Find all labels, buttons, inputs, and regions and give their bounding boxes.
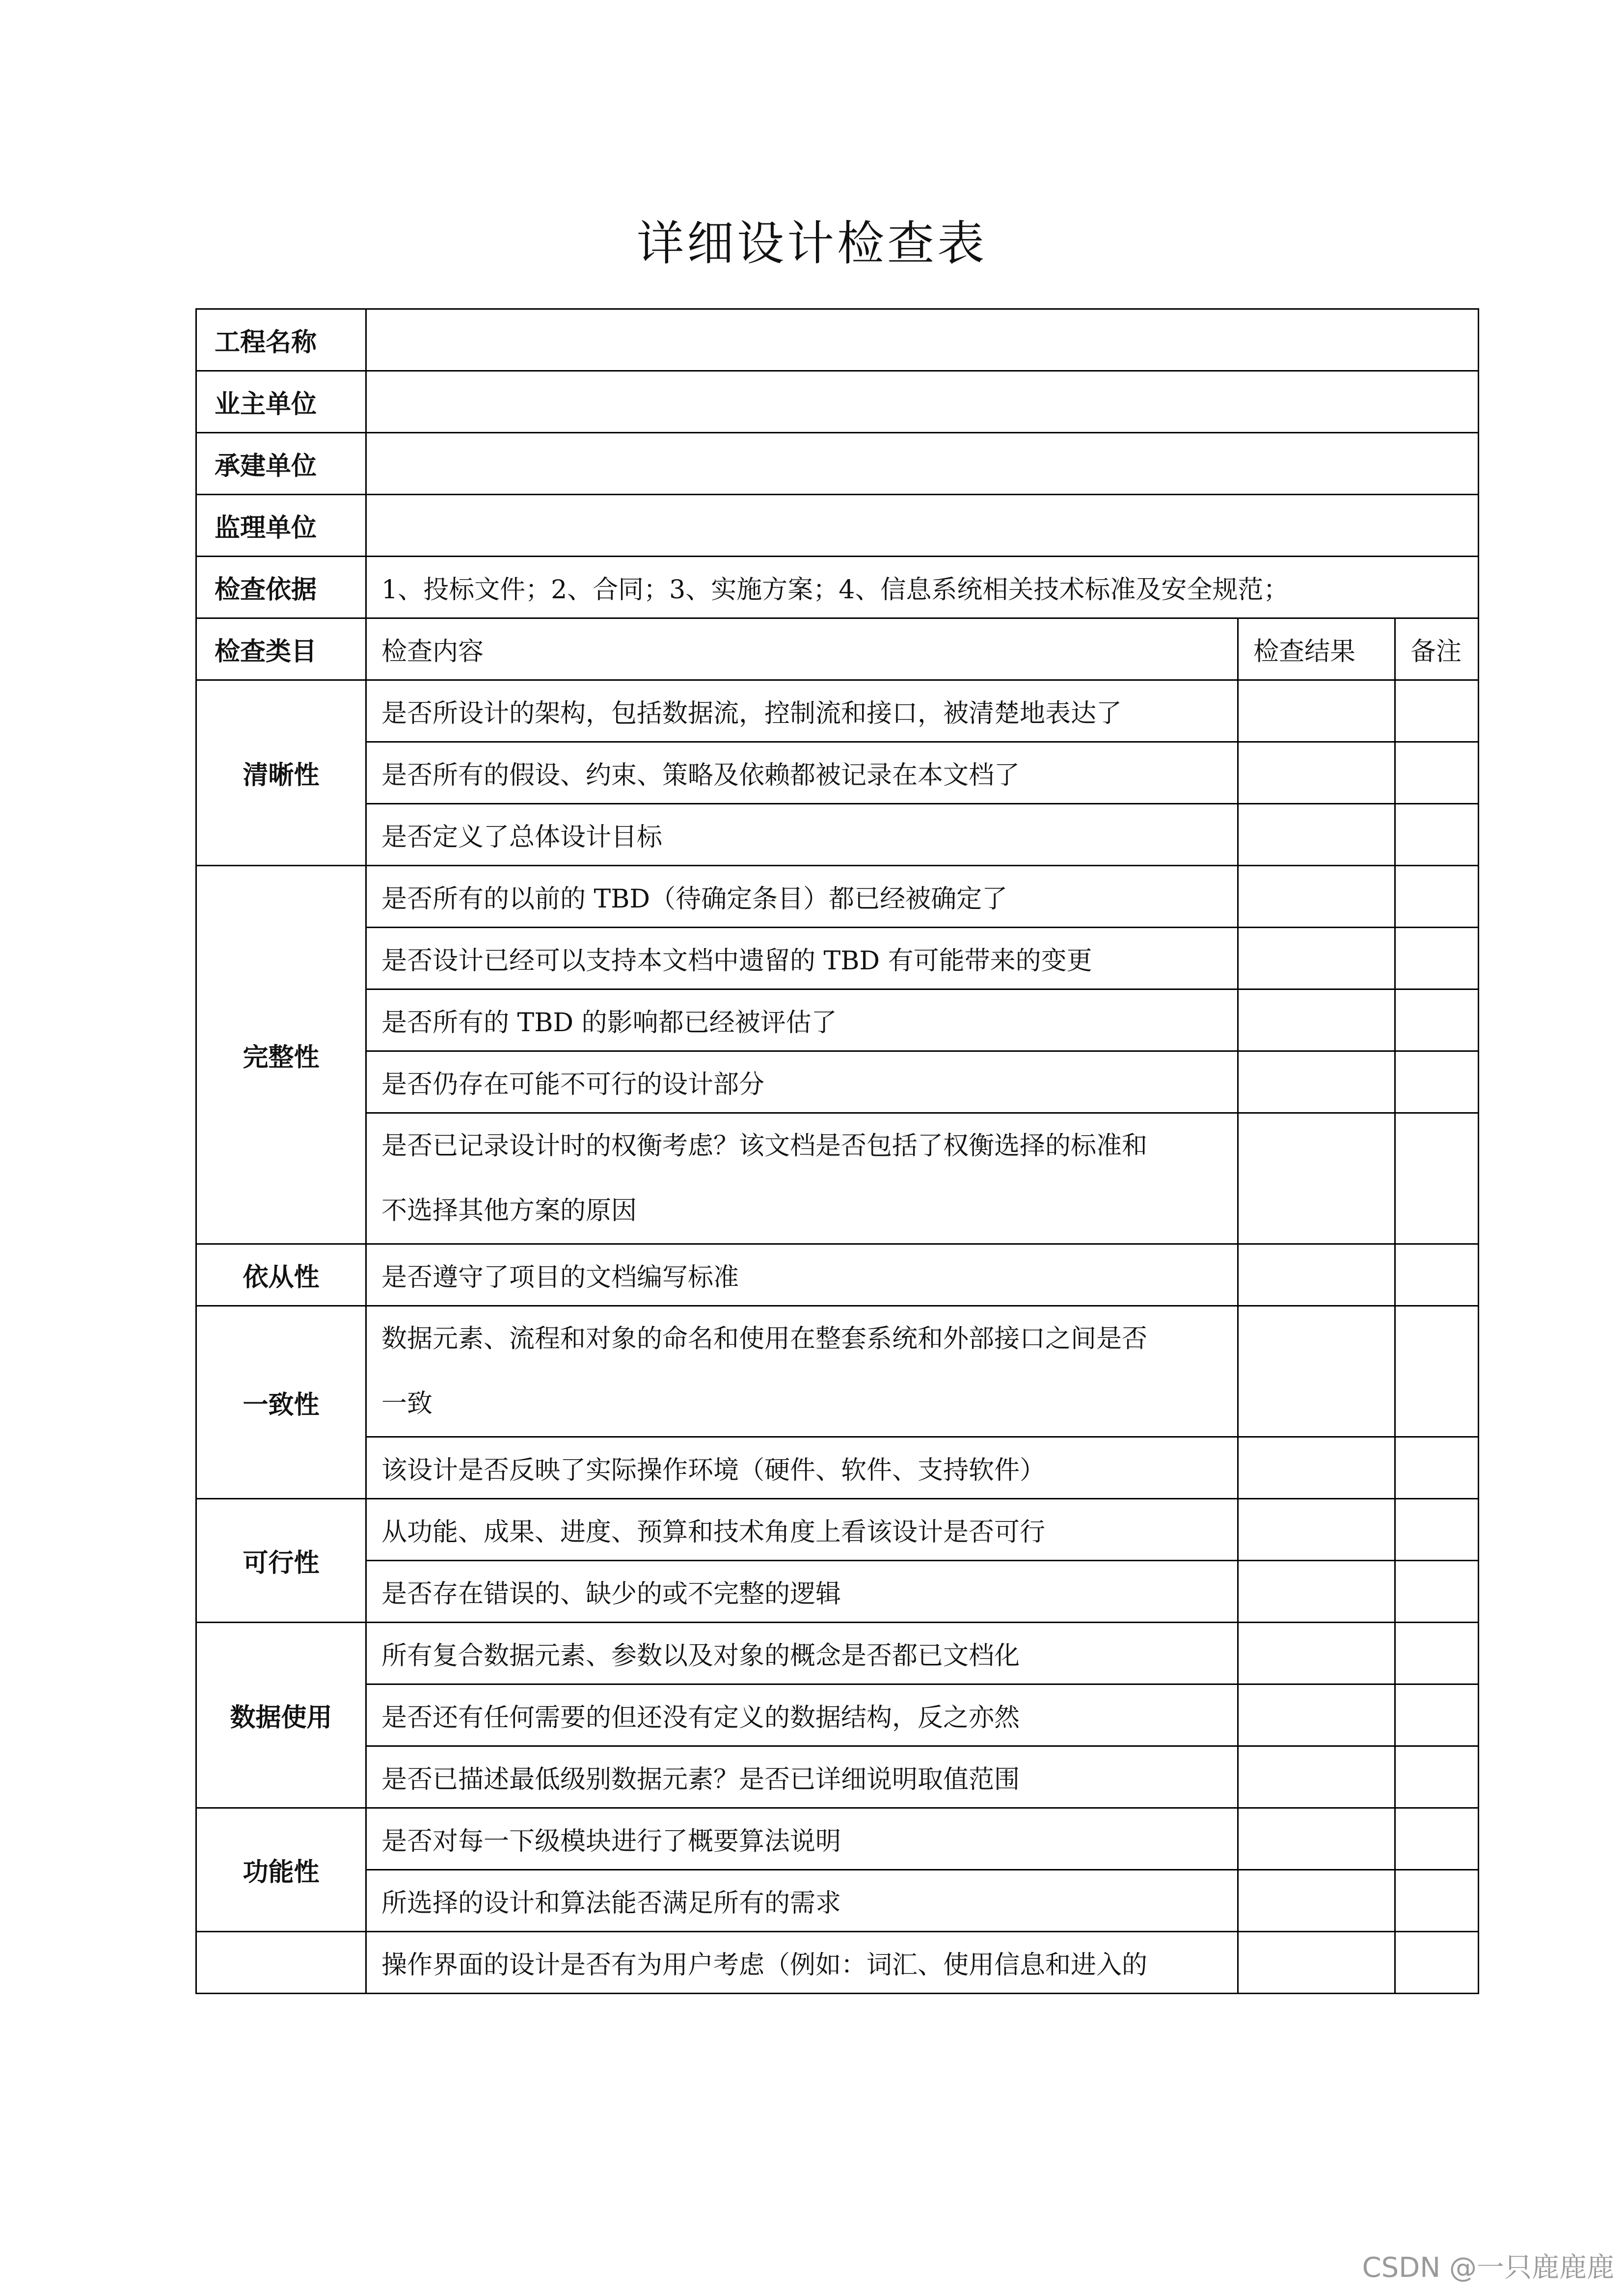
check-item: 是否所设计的架构，包括数据流，控制流和接口，被清楚地表达了 — [366, 680, 1238, 742]
table-row — [196, 1561, 1479, 1623]
content-header: 检查内容 — [366, 618, 1238, 680]
check-item-line: 一致 — [381, 1389, 433, 1418]
remark-cell — [1395, 1051, 1479, 1113]
remark-cell — [1395, 866, 1479, 928]
check-item: 是否存在错误的、缺少的或不完整的逻辑 — [366, 1561, 1238, 1623]
check-item: 是否遵守了项目的文档编写标准 — [366, 1244, 1238, 1306]
remark-cell — [1395, 1870, 1479, 1932]
category-continued — [196, 1932, 366, 1994]
category-clarity: 清晰性 — [196, 680, 366, 866]
result-cell — [1238, 1684, 1395, 1746]
remark-header: 备注 — [1395, 618, 1479, 680]
remark-cell — [1395, 928, 1479, 989]
result-cell — [1238, 1113, 1395, 1244]
check-item-line: 是否已记录设计时的权衡考虑？该文档是否包括了权衡选择的标准和 — [381, 1131, 1148, 1161]
table-row — [196, 1870, 1479, 1932]
table-row — [196, 1244, 1479, 1306]
remark-cell — [1395, 1623, 1479, 1684]
result-cell — [1238, 1306, 1395, 1437]
result-cell — [1238, 1808, 1395, 1870]
check-item: 是否所有的 TBD 的影响都已经被评估了 — [366, 989, 1238, 1051]
result-cell — [1238, 1932, 1395, 1994]
check-item: 是否所有的假设、约束、策略及依赖都被记录在本文档了 — [366, 742, 1238, 804]
check-item: 是否还有任何需要的但还没有定义的数据结构，反之亦然 — [366, 1684, 1238, 1746]
check-item: 所有复合数据元素、参数以及对象的概念是否都已文档化 — [366, 1623, 1238, 1684]
check-item: 是否设计已经可以支持本文档中遗留的 TBD 有可能带来的变更 — [366, 928, 1238, 989]
check-item-long — [366, 1113, 1238, 1244]
result-cell — [1238, 1499, 1395, 1561]
check-item: 从功能、成果、进度、预算和技术角度上看该设计是否可行 — [366, 1499, 1238, 1561]
check-item: 是否对每一下级模块进行了概要算法说明 — [366, 1808, 1238, 1870]
result-cell — [1238, 1437, 1395, 1499]
table-row — [196, 1499, 1479, 1561]
table-row — [196, 1437, 1479, 1499]
check-item: 该设计是否反映了实际操作环境（硬件、软件、支持软件） — [366, 1437, 1238, 1499]
category-consistency: 一致性 — [196, 1306, 366, 1499]
check-item-long — [366, 1306, 1238, 1437]
check-item: 操作界面的设计是否有为用户考虑（例如：词汇、使用信息和进入的 — [366, 1932, 1238, 1994]
project-name-value — [366, 309, 1479, 371]
result-header: 检查结果 — [1238, 618, 1395, 680]
check-item: 是否定义了总体设计目标 — [366, 804, 1238, 866]
category-compliance: 依从性 — [196, 1244, 366, 1306]
table-row — [196, 804, 1479, 866]
table-row — [196, 928, 1479, 989]
owner-value — [366, 371, 1479, 433]
remark-cell — [1395, 1808, 1479, 1870]
check-item: 所选择的设计和算法能否满足所有的需求 — [366, 1870, 1238, 1932]
table-row — [196, 1746, 1479, 1808]
table-row — [196, 371, 1479, 433]
builder-label: 承建单位 — [196, 433, 366, 495]
check-item-line: 数据元素、流程和对象的命名和使用在整套系统和外部接口之间是否 — [381, 1324, 1148, 1354]
table-row — [196, 495, 1479, 557]
basis-label: 检查依据 — [196, 557, 366, 618]
result-cell — [1238, 989, 1395, 1051]
remark-cell — [1395, 1437, 1479, 1499]
result-cell — [1238, 1561, 1395, 1623]
basis-value: 1、投标文件；2、合同；3、实施方案；4、信息系统相关技术标准及安全规范； — [366, 557, 1479, 618]
table-row — [196, 433, 1479, 495]
result-cell — [1238, 928, 1395, 989]
table-row — [196, 866, 1479, 928]
check-item: 是否所有的以前的 TBD（待确定条目）都已经被确定了 — [366, 866, 1238, 928]
category-completeness: 完整性 — [196, 866, 366, 1244]
table-row — [196, 557, 1479, 618]
table-row — [196, 1306, 1479, 1437]
category-data-usage: 数据使用 — [196, 1623, 366, 1808]
remark-cell — [1395, 804, 1479, 866]
category-functionality: 功能性 — [196, 1808, 366, 1932]
remark-cell — [1395, 1499, 1479, 1561]
table-row — [196, 680, 1479, 742]
remark-cell — [1395, 1932, 1479, 1994]
project-name-label: 工程名称 — [196, 309, 366, 371]
table-row — [196, 1051, 1479, 1113]
result-cell — [1238, 804, 1395, 866]
result-cell — [1238, 1051, 1395, 1113]
remark-cell — [1395, 1113, 1479, 1244]
supervisor-label: 监理单位 — [196, 495, 366, 557]
remark-cell — [1395, 1746, 1479, 1808]
result-cell — [1238, 1746, 1395, 1808]
owner-label: 业主单位 — [196, 371, 366, 433]
table-row — [196, 1684, 1479, 1746]
supervisor-value — [366, 495, 1479, 557]
remark-cell — [1395, 1244, 1479, 1306]
inspection-table — [195, 308, 1479, 1994]
check-item: 是否仍存在可能不可行的设计部分 — [366, 1051, 1238, 1113]
remark-cell — [1395, 1684, 1479, 1746]
remark-cell — [1395, 989, 1479, 1051]
page-title: 详细设计检查表 — [637, 216, 987, 271]
table-row — [196, 989, 1479, 1051]
category-feasibility: 可行性 — [196, 1499, 366, 1623]
table-row — [196, 1932, 1479, 1994]
table-row — [196, 1623, 1479, 1684]
table-header-row — [196, 618, 1479, 680]
result-cell — [1238, 680, 1395, 742]
table-row — [196, 742, 1479, 804]
result-cell — [1238, 1623, 1395, 1684]
check-item: 是否已描述最低级别数据元素？是否已详细说明取值范围 — [366, 1746, 1238, 1808]
remark-cell — [1395, 742, 1479, 804]
watermark: CSDN @一只鹿鹿鹿 — [1362, 2252, 1614, 2284]
result-cell — [1238, 742, 1395, 804]
table-row — [196, 1113, 1479, 1244]
builder-value — [366, 433, 1479, 495]
category-header: 检查类目 — [196, 618, 366, 680]
result-cell — [1238, 1244, 1395, 1306]
remark-cell — [1395, 1306, 1479, 1437]
result-cell — [1238, 1870, 1395, 1932]
result-cell — [1238, 866, 1395, 928]
remark-cell — [1395, 680, 1479, 742]
table-row — [196, 1808, 1479, 1870]
check-item-line: 不选择其他方案的原因 — [381, 1196, 637, 1226]
table-row — [196, 309, 1479, 371]
remark-cell — [1395, 1561, 1479, 1623]
